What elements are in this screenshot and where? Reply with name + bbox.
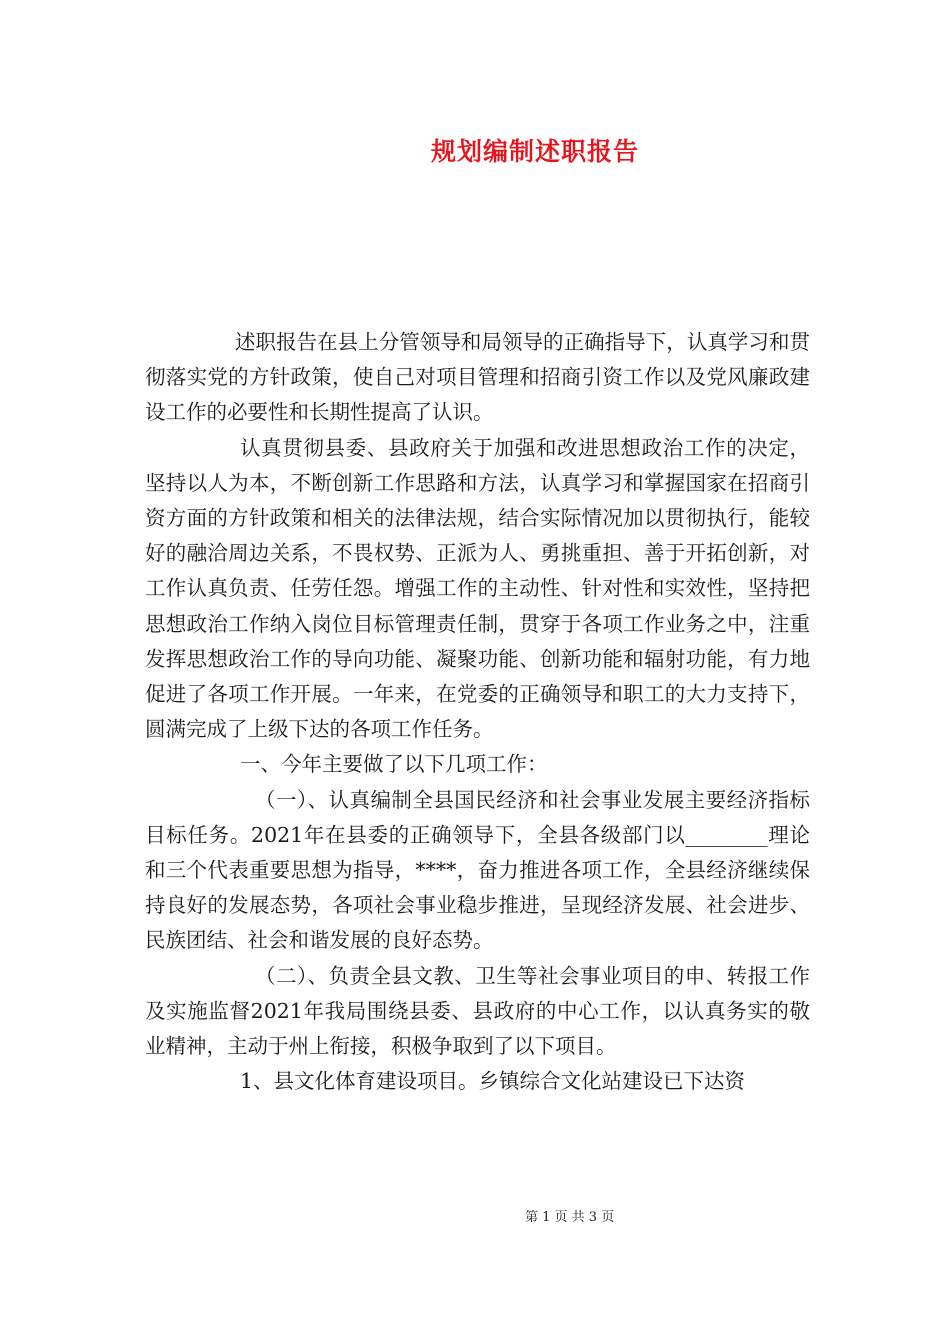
document-body	[145, 325, 810, 1099]
section-heading: 一、今年主要做了以下几项工作：	[240, 752, 548, 777]
paragraph-section-2: （二）、负责全县文教、卫生等社会事业项目的申、转报工作及实施监督2021年我局围绕县委、县政府的中心工作，以认真务实的敬业精神，主动于州上衔接，积极争取到了以下项目。	[145, 963, 810, 1059]
page-number: 第 1 页 共 3 页	[525, 1210, 615, 1225]
paragraph-intro: 述职报告在县上分管领导和局领导的正确指导下，认真学习和贯彻落实党的方针政策，使自己对项目管理和招商引资工作以及党风廉政建设工作的必要性和长期性提高了认识。	[145, 330, 810, 425]
paragraph-section-1: （一）、认真编制全县国民经济和社会事业发展主要经济指标目标任务。2021年在县委的正确领导下，全县各级部门以________理论和三个代表重要思想为指导，****，奋力推进各项工作，全县经济继续保持良好的发展态势，各项社会事业稳步推进，呈现经济发展、社会进步、民族团结、社会和谐发展的良好态势。	[145, 787, 810, 953]
paragraph-item-1: 1、县文化体育建设项目。乡镇综合文化站建设已下达资	[240, 1069, 746, 1094]
paragraph-ideology: 认真贯彻县委、县政府关于加强和改进思想政治工作的决定，坚持以人为本，不断创新工作思路和方法，认真学习和掌握国家在招商引资方面的方针政策和相关的法律法规，结合实际情况加以贯彻执行，能较好的融洽周边关系，不畏权势、正派为人、勇挑重担、善于开拓创新，对工作认真负责、任劳任怨。增强工作的主动性、针对性和实效性，坚持把思想政治工作纳入岗位目标管理责任制，贯穿于各项工作业务之中，注重发挥思想政治工作的导向功能、凝聚功能、创新功能和辐射功能，有力地促进了各项工作开展。一年来，在党委的正确领导和职工的大力支持下，圆满完成了上级下达的各项工作任务。	[145, 435, 810, 742]
document-title: 规划编制述职报告	[430, 137, 639, 166]
